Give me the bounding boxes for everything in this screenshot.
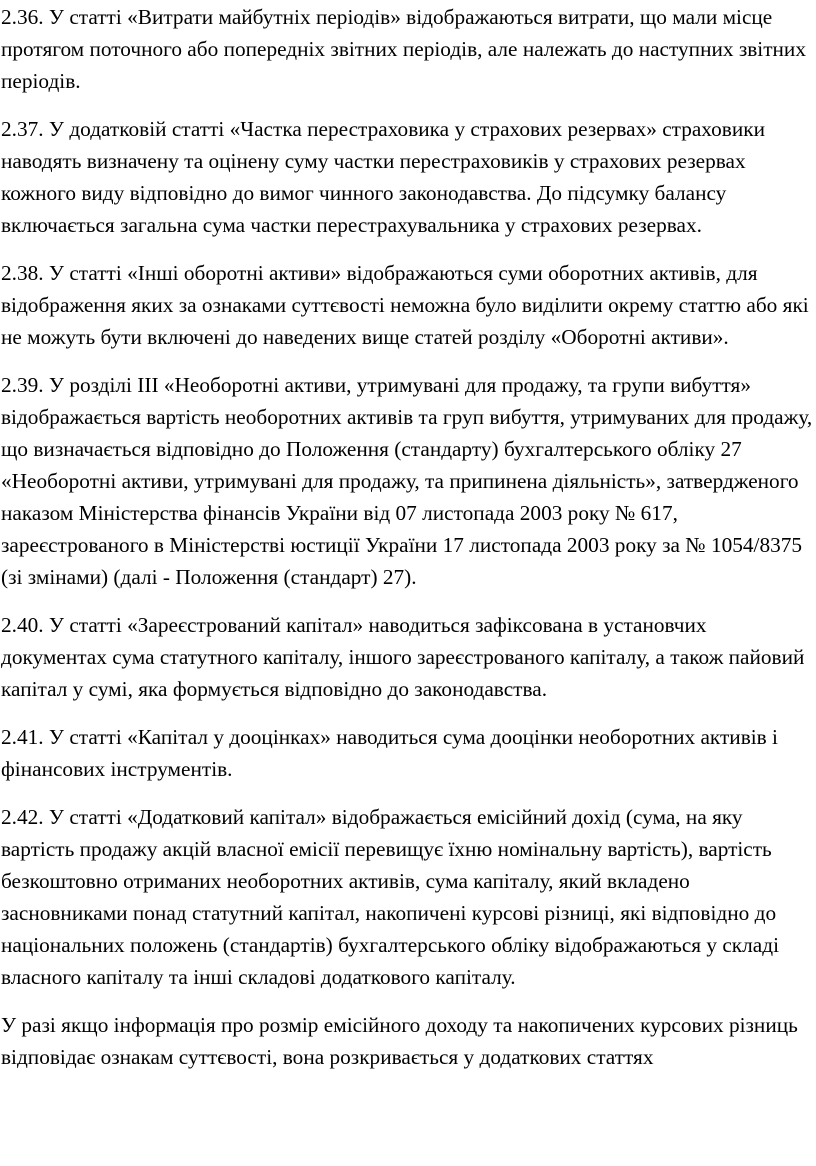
paragraph-2-40: 2.40. У статті «Зареєстрований капітал» наводиться зафіксована в установчих документах сума статутного капіталу, іншого зареєстрованого капіталу, а також пайовий капітал у сумі, яка формується відповідно до законодавства. <box>1 613 805 701</box>
paragraph-2-38: 2.38. У статті «Інші оборотні активи» відображаються суми оборотних активів, для відображення яких за ознаками суттєвості неможна було виділити окрему статтю або які не можуть бути включені до наведених вище статей розділу «Оборотні активи». <box>1 261 809 349</box>
paragraph-2-39: 2.39. У розділі III «Необоротні активи, утримувані для продажу, та групи вибуття» відображається вартість необоротних активів та груп вибуття, утримуваних для продажу, що визначається відповідно до Положення (стандарту) бухгалтерського обліку 27 «Необоротні активи, утримувані для продажу, та припинена діяльність», затвердженого наказом Міністерства фінансів України від 07 листопада 2003 року № 617, зареєстрованого в Міністерстві юстиції України 17 листопада 2003 року за № 1054/8375 (зі змінами) (далі - Положення (стандарт) 27). <box>1 373 813 589</box>
paragraph-2-41: 2.41. У статті «Капітал у дооцінках» наводиться сума дооцінки необоротних активів і фінансових інструментів. <box>1 725 778 781</box>
paragraph-2-36: 2.36. У статті «Витрати майбутніх періодів» відображаються витрати, що мали місце протягом поточного або попередніх звітних періодів, але належать до наступних звітних періодів. <box>1 5 806 93</box>
paragraph-share-premium-note: У разі якщо інформація про розмір емісійного доходу та накопичених курсових різниць відповідає ознакам суттєвості, вона розкривається у додаткових статтях <box>1 1013 798 1069</box>
paragraph-2-37: 2.37. У додатковій статті «Частка перестраховика у страхових резервах» страховики наводять визначену та оцінену суму частки перестраховиків у страхових резервах кожного виду відповідно до вимог чинного законодавства. До підсумку балансу включається загальна сума частки перестрахувальника у страхових резервах. <box>1 117 765 237</box>
paragraph-2-42: 2.42. У статті «Додатковий капітал» відображається емісійний дохід (сума, на яку вартість продажу акцій власної емісії перевищує їхню номінальну вартість), вартість безкоштовно отриманих необоротних активів, сума капіталу, який вкладено засновниками понад статутний капітал, накопичені курсові різниці, які відповідно до національних положень (стандартів) бухгалтерського обліку відображаються у складі власного капіталу та інші складові додаткового капіталу. <box>1 805 779 989</box>
